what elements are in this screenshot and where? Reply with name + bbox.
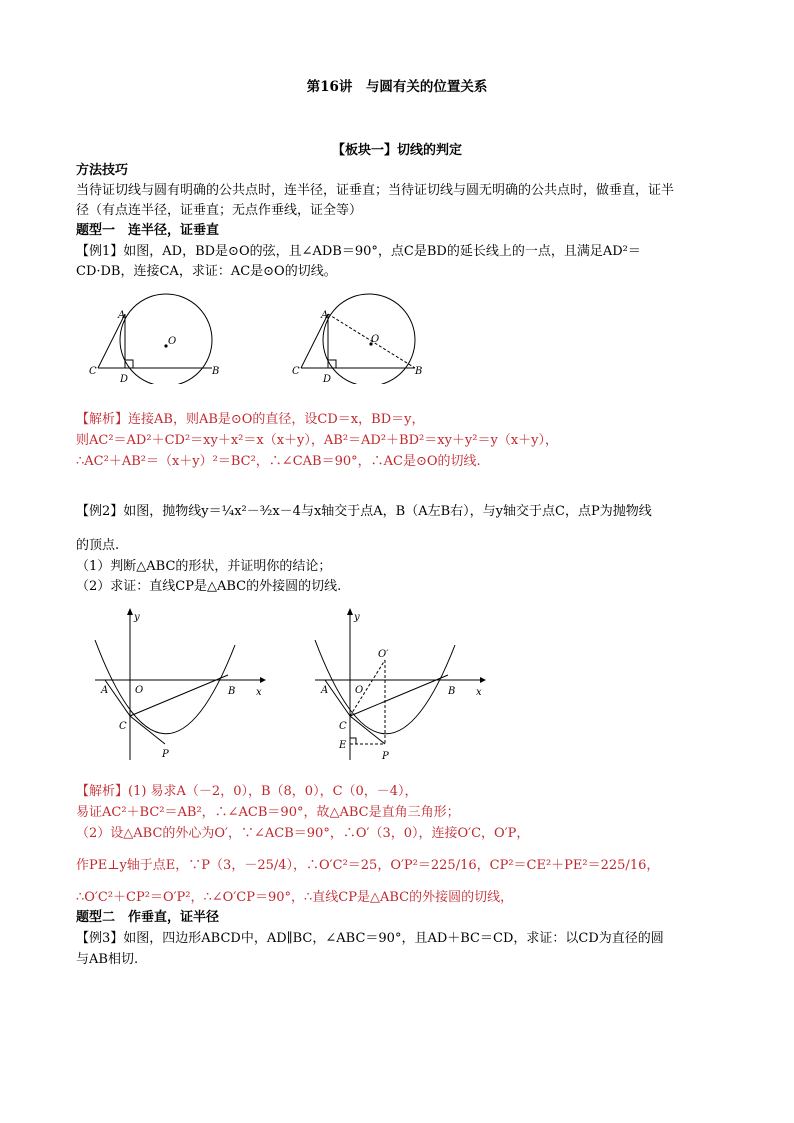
example3-line-1: 【例3】如图，四边形ABCD中，AD∥BC，∠ABC＝90°，且AD＋BC＝CD，求证：以CD为直径的圆 bbox=[76, 931, 664, 946]
page-title: 第16讲 与圆有关的位置关系 bbox=[306, 79, 488, 95]
label-y: y bbox=[134, 612, 140, 623]
label-E: E bbox=[339, 740, 347, 751]
example2-line-4: （2）求证：直线CP是△ABC的外接圆的切线. bbox=[76, 579, 342, 594]
example1-figure-right bbox=[289, 292, 429, 384]
label-C: C bbox=[119, 721, 127, 732]
example2-figure-left bbox=[90, 605, 270, 765]
method-line-1: 当待证切线与圆有明确的公共点时，连半径，证垂直；当待证切线与圆无明确的公共点时，做垂直，证半 bbox=[76, 183, 675, 198]
type1-heading: 题型一 连半径，证垂直 bbox=[76, 223, 220, 238]
example2-solution-line-4: 作PE⊥y轴于点E，∵P（3，－25/4），∴O′C²＝25，O′P²＝225/16，CP²＝CE²＋PE²＝225/16， bbox=[76, 858, 660, 873]
example2-solution-line-1: 【解析】(1) 易求A（－2，0），B（8，0），C（0，－4）， bbox=[76, 784, 418, 799]
example2-solution-line-2: 易证AC²＋BC²＝AB²，∴∠ACB＝90°，故△ABC是直角三角形； bbox=[76, 805, 460, 820]
label-x: x bbox=[476, 687, 482, 698]
example1-line-2: CD·DB，连接CA，求证：AC是⊙O的切线。 bbox=[76, 264, 337, 279]
type2-heading: 题型二 作垂直，证半径 bbox=[76, 910, 220, 925]
label-C: C bbox=[89, 366, 97, 377]
label-B: B bbox=[228, 686, 236, 697]
label-C: C bbox=[292, 366, 300, 377]
example2-line-3: （1）判断△ABC的形状，并证明你的结论； bbox=[76, 559, 332, 574]
label-y: y bbox=[354, 612, 360, 623]
example1-line-1: 【例1】如图，AD，BD是⊙O的弦，且∠ADB＝90°，点C是BD的延长线上的一点，且满足AD²＝ bbox=[76, 244, 641, 259]
label-O: O bbox=[355, 685, 364, 696]
example2-figure-right bbox=[310, 605, 490, 765]
example1-figure-left bbox=[86, 292, 226, 384]
label-A: A bbox=[321, 685, 329, 696]
label-C: C bbox=[339, 721, 347, 732]
example2-solution-line-3: （2）设△ABC的外心为O′，∵∠ACB＝90°，∴O′（3，0），连接O′C，O′P， bbox=[76, 826, 530, 841]
label-B: B bbox=[415, 366, 423, 377]
example2-solution-line-5: ∴O′C²＋CP²＝O′P²，∴∠O′CP＝90°，∴直线CP是△ABC的外接圆的切线， bbox=[76, 890, 514, 905]
label-O: O bbox=[371, 334, 380, 345]
method-line-2: 径（有点连半径，证垂直；无点作垂线，证全等） bbox=[76, 203, 363, 218]
label-A: A bbox=[118, 310, 126, 321]
label-D: D bbox=[120, 374, 129, 384]
label-O: O bbox=[135, 685, 144, 696]
label-O-prime: O′ bbox=[378, 649, 389, 660]
label-P: P bbox=[382, 751, 389, 762]
label-B: B bbox=[212, 366, 220, 377]
label-B: B bbox=[448, 686, 456, 697]
label-D: D bbox=[323, 374, 332, 384]
label-P: P bbox=[162, 749, 169, 760]
example1-solution-line-1: 【解析】连接AB，则AB是⊙O的直径，设CD＝x，BD＝y， bbox=[76, 412, 425, 427]
example2-line-2: 的顶点. bbox=[76, 538, 120, 553]
label-x: x bbox=[256, 687, 262, 698]
example2-line-1: 【例2】如图，抛物线y＝¼x²－³⁄₂x－4与x轴交于点A，B（A左B右），与y轴交于点C，点P为抛物线 bbox=[76, 504, 652, 519]
method-heading: 方法技巧 bbox=[76, 163, 129, 178]
label-A: A bbox=[321, 310, 329, 321]
label-A: A bbox=[101, 685, 109, 696]
example1-solution-line-2: 则AC²＝AD²＋CD²＝xy＋x²＝x（x＋y），AB²＝AD²＋BD²＝xy＋y²＝y（x＋y）， bbox=[76, 433, 558, 448]
example1-solution-line-3: ∴AC²＋AB²＝（x＋y）²＝BC²，∴∠CAB＝90°，∴AC是⊙O的切线. bbox=[76, 454, 481, 469]
example3-line-2: 与AB相切. bbox=[76, 952, 139, 967]
label-O: O bbox=[168, 336, 177, 347]
section-heading: 【板块一】切线的判定 bbox=[331, 143, 462, 158]
